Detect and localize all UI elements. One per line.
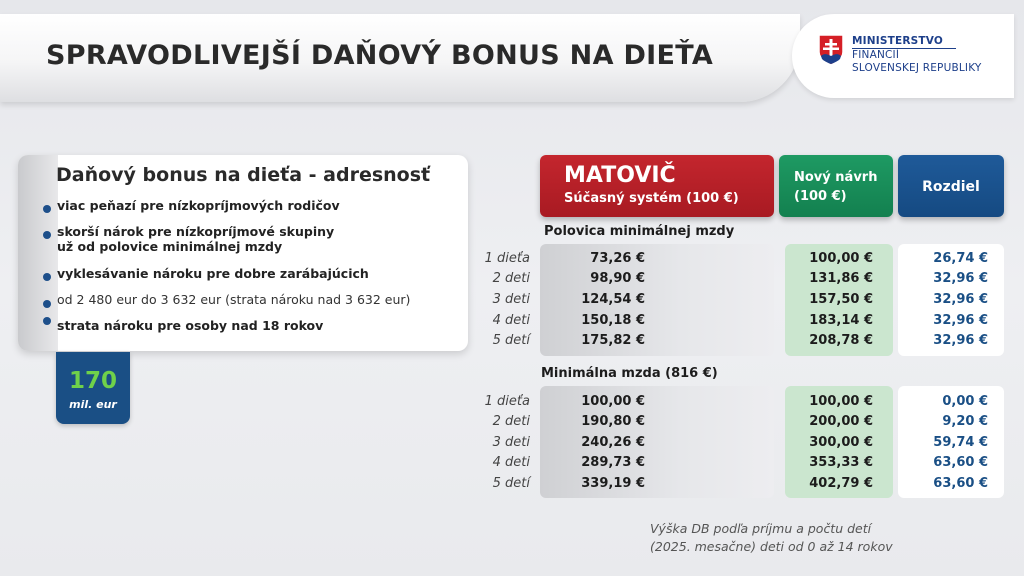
proposal-subtitle: (100 €) [794,189,847,204]
section-title: Polovica minimálnej mzdy [544,224,735,239]
savings-unit: mil. eur [69,398,117,411]
proposal-value: 100,00 € [809,394,873,409]
row-label: 1 dieťa [484,251,530,266]
ministry-line-1: MINISTERSTVO [852,35,944,47]
ministry-underline [852,48,956,49]
difference-value: 32,96 € [933,292,988,307]
bullet-icon [43,231,51,239]
current-system-title: MATOVIČ [564,163,676,188]
row-label: 3 deti [492,435,530,450]
difference-value: 63,60 € [933,476,988,491]
row-label: 2 deti [492,414,530,429]
proposal-value: 200,00 € [809,414,873,429]
row-label: 2 deti [492,271,530,286]
bullet-text-continuation: už od polovice minimálnej mzdy [57,239,283,254]
bullet-text: strata nároku pre osoby nad 18 rokov [57,318,324,333]
current-value: 339,19 € [581,476,645,491]
row-label: 4 deti [492,455,530,470]
current-value: 73,26 € [590,251,645,266]
difference-title: Rozdiel [922,179,980,195]
proposal-value: 183,14 € [809,313,873,328]
current-value: 98,90 € [590,271,645,286]
proposal-value: 300,00 € [809,435,873,450]
footnote [650,520,980,556]
current-value: 190,80 € [581,414,645,429]
bullet-icon [43,273,51,281]
ministry-line-2: FINANCIÍ [852,48,900,61]
bullet-text: od 2 480 eur do 3 632 eur (strata nároku nad 3 632 eur) [57,292,411,307]
difference-value: 9,20 € [942,414,988,429]
difference-value: 0,00 € [942,394,988,409]
proposal-value: 157,50 € [809,292,873,307]
bullet-text: viac peňazí pre nízkopríjmových rodičov [57,198,340,213]
footnote-line-2: (2025. mesačne) deti od 0 až 14 rokov [650,539,893,554]
bullet-icon [43,205,51,213]
proposal-value: 131,86 € [809,271,873,286]
current-system-subtitle: Súčasný systém (100 €) [564,191,739,206]
bullet-icon [43,317,51,325]
current-value: 175,82 € [581,333,645,348]
difference-value: 26,74 € [933,251,988,266]
proposal-value: 353,33 € [809,455,873,470]
coat-of-arms-icon [818,34,844,66]
bullet-text: skorší nárok pre nízkopríjmové skupiny [57,224,335,239]
row-label: 5 detí [492,476,530,491]
proposal-value: 402,79 € [809,476,873,491]
info-heading: Daňový bonus na dieťa - adresnosť [56,164,431,186]
row-label: 3 deti [492,292,530,307]
ministry-line-3: SLOVENSKEJ REPUBLIKY [852,62,982,74]
bullet-icon [43,300,51,308]
page-title: SPRAVODLIVEJŠÍ DAŇOVÝ BONUS NA DIEŤA [46,40,714,71]
difference-value: 63,60 € [933,455,988,470]
difference-value: 32,96 € [933,333,988,348]
difference-value: 32,96 € [933,271,988,286]
proposal-value: 100,00 € [809,251,873,266]
bullet-text: vyklesávanie nároku pre dobre zarábajúcich [57,266,369,281]
info-card-accent [18,155,58,351]
row-label: 5 detí [492,333,530,348]
difference-value: 32,96 € [933,313,988,328]
proposal-value: 208,78 € [809,333,873,348]
proposal-title: Nový návrh [794,170,878,185]
difference-value: 59,74 € [933,435,988,450]
footnote-line-1: Výška DB podľa príjmu a počtu detí [650,521,872,536]
section-title: Minimálna mzda (816 €) [541,366,718,381]
current-value: 100,00 € [581,394,645,409]
row-label: 1 dieťa [484,394,530,409]
ministry-name [852,35,982,76]
current-value: 240,26 € [581,435,645,450]
current-value: 289,73 € [581,455,645,470]
current-value: 150,18 € [581,313,645,328]
proposal-header [779,155,893,217]
current-value: 124,54 € [581,292,645,307]
savings-value: 170 [68,368,117,394]
row-label: 4 deti [492,313,530,328]
